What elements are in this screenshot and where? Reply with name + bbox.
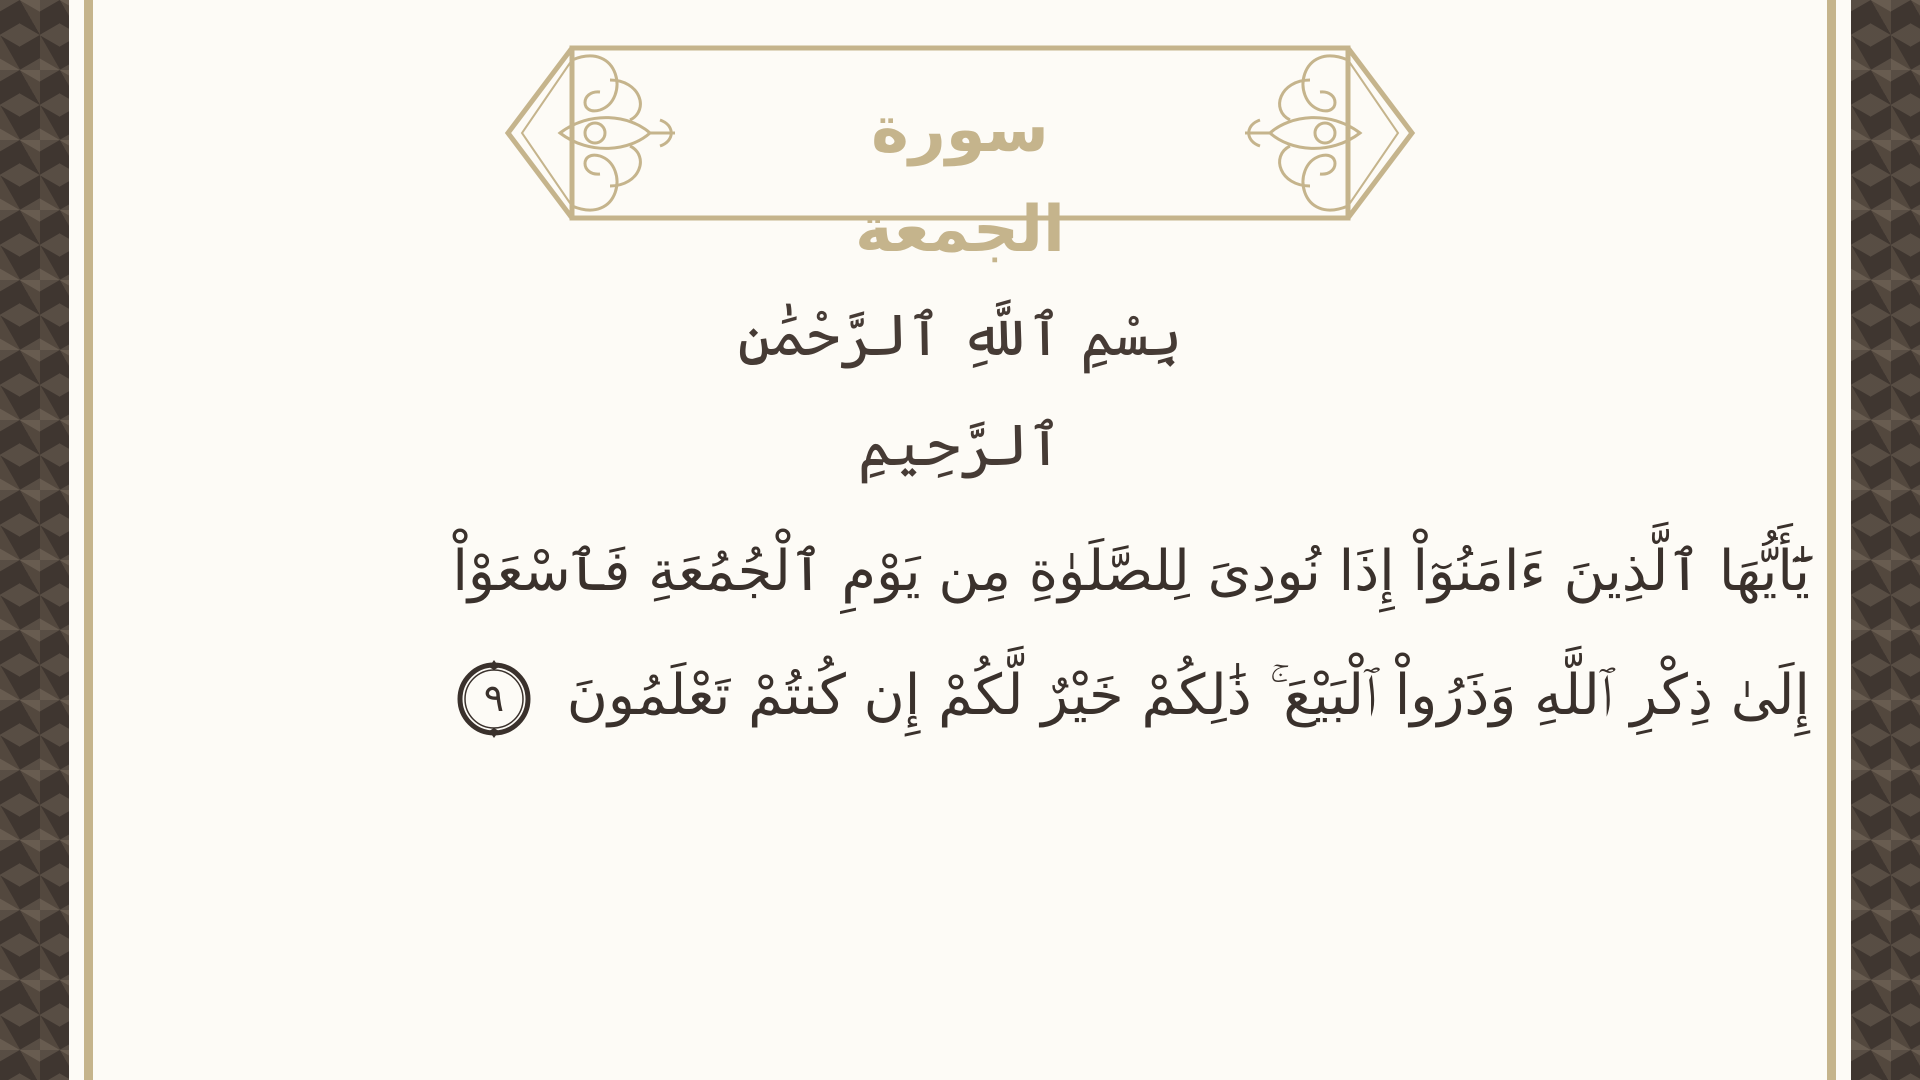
ayah-number: ٩ (483, 675, 505, 720)
verse-text (290, 510, 1810, 758)
surah-title: سورة الجمعة (855, 93, 1065, 267)
surah-title-frame (500, 40, 1420, 267)
verse-line-2-text: إِلَىٰ ذِكْرِ ٱللَّهِ وَذَرُواْ ٱلْبَيْعَ ۚ ذَٰلِكُمْ خَيْرٌ لَّكُمْ إِن كُنتُمْ تَعْلَمُونَ (566, 663, 1810, 728)
verse-line-1: يَٰٓأَيُّهَا ٱلَّذِينَ ءَامَنُوٓاْ إِذَا نُودِىَ لِلصَّلَوٰةِ مِن يَوْمِ ٱلْجُمُعَةِ فَٱسْعَوْاْ (452, 539, 1810, 604)
left-gold-rule (84, 0, 93, 1080)
right-decorative-border (1851, 0, 1920, 1080)
ayah-number-marker (453, 658, 535, 740)
right-gold-rule (1827, 0, 1836, 1080)
basmala: بِسْمِ ٱللَّهِ ٱلرَّحْمَٰنِ ٱلرَّحِيمِ (737, 301, 1183, 479)
verse-line-2 (290, 634, 1810, 758)
left-decorative-border (0, 0, 69, 1080)
